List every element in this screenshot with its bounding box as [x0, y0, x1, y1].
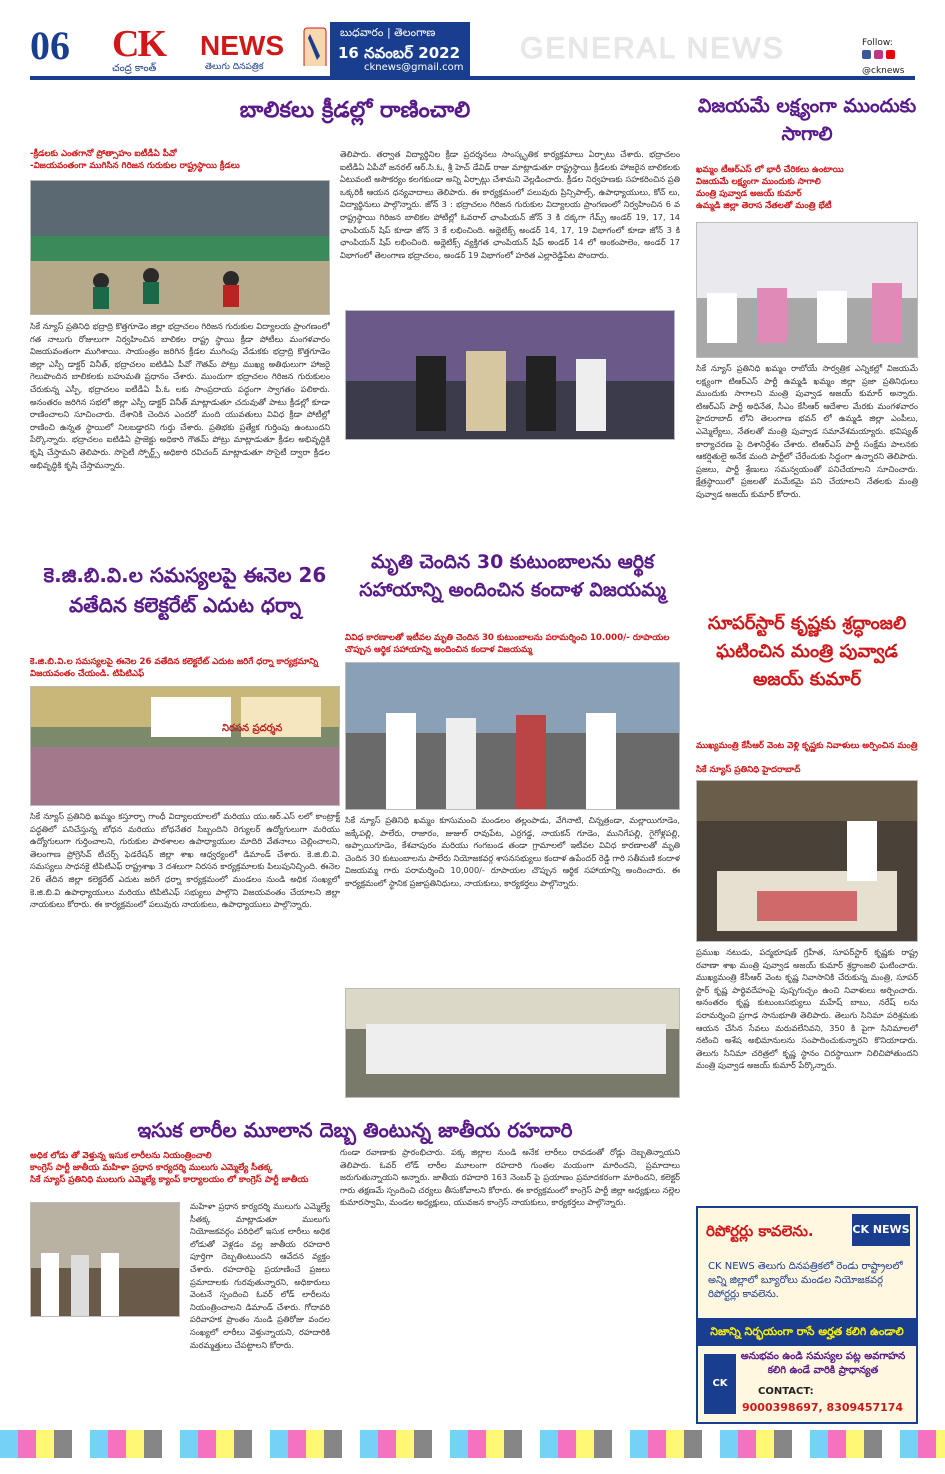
ad-line1: CK NEWS తెలుగు దినపత్రికలో రెండు రాష్ట్రాలలో అన్ని జిల్లాలో బ్యూరోలు మండల నియోజకవర్గ రిపోర్టర్లు కావలెను. [708, 1261, 903, 1300]
youtube-icon[interactable] [886, 50, 895, 59]
story6-body: ప్రముఖ నటుడు, పద్మభూషణ్ గ్రహీత, సూపర్‌స్టార్ కృష్ణకు రాష్ట్ర రవాణా శాఖ మంత్రి పువ్వాడ అజయ్ కుమార్ శ్రద్ధాంజలి ఘటించారు. ముఖ్యమంత్రి కేసీఆర్ వెంట కృష్ణ నివాసానికి చేరుకున్న మంత్రి, సూపర్ స్టార్ కృష్ణ పార్థివదేహంపై పుష్పగుచ్ఛం ఉంచి నివాళులు అర్పించారు. అనంతరం కృష్ణ కుటుంబసభ్యులు మహేష్ బాబు, నరేష్ లను పరామర్శించి ప్రగాఢ సానుభూతి తెలిపారు. తెలుగు సినిమా పరిశ్రమకు ఆయన చేసిన సేవలు మరువలేనివని, 350 కి పైగా సినిమాలలో నటించి అశేష అభిమానులను సంపాదించుకున్నారని కొనియాడారు. తెలుగు సినిమా చరిత్రలో కృష్ణ స్థానం చిరస్థాయిగా నిలిచిపోతుందని మంత్రి పువ్వాడ అజయ్ కుమార్ పేర్కొన్నారు. [696, 947, 918, 1071]
logo-news: NEWS [200, 30, 284, 61]
story5-photo [696, 222, 918, 358]
story6-byline: సికే న్యూస్ ప్రతినిధి హైదరాబాద్ [696, 765, 801, 775]
ad-logo: CK NEWS [852, 1214, 910, 1246]
story4-body-right: గుండా రవాణాకు ప్రారంభిచారు. పక్క జిల్లాల నుండి అనేక లారీలు రావడంతో రోడ్లు దెబ్బతిన్నాయని తెలిపారు. ఓవర్ లోడ్ లారీల మూలంగా రహదారి గుంతల మయంగా మారిందని, ప్రమాదాలు జరుగుతున్నాయని అన్నారు. జాతీయ రహదారి 163 నెంబర్ పై ప్రయాణం ప్రమాదకరంగా మారిందని, కలెక్టర్ గారు తక్షణమే స్పందించి చర్యలు తీసుకోవాలని కోరారు. ఈ కార్యక్రమంలో కాంగ్రెస్ పార్టీ జిల్లా అధ్యక్షులు నల్లెల కుమారస్వామి, మండల అధ్యక్షులు, యువజన కాంగ్రెస్ నాయకులు, కార్యకర్తలు పాల్గొన్నారు. [340, 1147, 680, 1208]
story4-headline: ఇసుక లారీల మూలాన దెబ్బ తింటున్న జాతీయ రహదారి [137, 1118, 573, 1142]
page-number: 06 [30, 23, 70, 68]
logo-subtitle: చంద్ర కాంత్ [112, 63, 157, 74]
follow-block [862, 36, 904, 78]
social-icons[interactable] [862, 50, 904, 64]
story4-sub: అధిక లోడు తో వెళ్తున్న ఇసుక లారీలను నియంత్రించాలి కాంగ్రెస్ పార్టీ జాతీయ మహిళా ప్రధాన కార్యదర్శి ములుగు ఎమ్మెల్యే సీతక్క సికే న్యూస్ ప్రతినిధి ములుగు ఎమ్మెల్యే క్యాంప్ కార్యాలయం లో కాంగ్రెస్ పార్టీ జాతీయ [30, 1151, 309, 1185]
ad-banner: నిజాన్ని నిర్భయంగా రాసే అర్హత కలిగి ఉండాలి [698, 1318, 916, 1346]
masthead [0, 0, 945, 82]
story5-sub: ఖమ్మం టీఆర్ఎస్ లో భారీ చేరికలు ఉంటాయి విజయమే లక్ష్యంగా ముందుకు సాగాలి మంత్రి పువ్వాడ అజయ్ కుమార్ ఉమ్మడి జిల్లా తెరాస నేతలతో మంత్రి భేటీ [696, 165, 844, 211]
ad-phones[interactable]: 9000398697, 8309457174 [742, 1401, 904, 1414]
color-registration-strip [0, 1430, 945, 1458]
email[interactable]: cknews@gmail.com [364, 62, 464, 73]
story5-headline: విజయమే లక్ష్యంగా ముందుకు సాగాలి [697, 95, 917, 145]
story3-body: సికే న్యూస్ ప్రతినిధి ఖమ్మం కూసుమంచి మండలం తల్లంపాడు, వేగినాటి, చిన్నత్రండా, మల్లాయిగూడెం, జక్కేపల్లి, పాలేరు, రాజారం, జుజుల్ రావుపేట, ఎర్రగడ్డ, నాయకన్ గూడెం, మునిగేపల్లి, గైగోళ్లపల్లి, అప్పాయిగూడెం, కేశవాపురం మరియు గంగబండ తండా గ్రామాలలో ఇటీవల వివిధ కారణాలతో మృతి చెందిన 30 కుటుంబాలను పాలేరు నియోజకవర్గ శాసనసభ్యులు కందాళ ఉపేందర్ రెడ్డి గారి సతీమణి కందాళ విజయమ్మ గారు పరామర్శించి 10,000/- రూపాయల చొప్పున ఆర్థిక సహాయాన్ని అందించారు. ఈ కార్యక్రమంలో స్థానిక ప్రజాప్రతినిధులు, నాయకులు, కార్యకర్తలు పాల్గొన్నారు. [345, 815, 680, 888]
story1-body-right: తెలిపారు. తర్వాత విద్యార్థినిల క్రీడా ప్రదర్శనలు సాంస్కృతిక కార్యక్రమాలు ఏర్పాటు చేశారు. భద్రాచలం ఐటీడీఏ ఏపీవో జనరల్ ఆర్.సి.ఓ, శ్రీ హెచ్ డేవిడ్ రాజు మాట్లాడుతూ రాష్ట్రస్థాయి క్రీడలకు హాజరైన బాలికలకు ఏటువంటి అసౌకర్యం కలగకుండా అన్ని ఏర్పాట్లు చేశామని వెల్లడించారు. క్రీడల నిర్వహణకు సహకరించిన ప్రతి ఒక్కరికీ ఆయన ధన్యవాదాలు తెలిపారు. ఈ కార్యక్రమంలో పలువురు ప్రిన్సిపాల్స్, ఉపాధ్యాయులు, కోచ్ లు, విద్యార్థినులు పాల్గొన్నారు. జోన్ 3 : భద్రాచలం గిరిజన గురుకుల విద్యాలయ ప్రాంగణంలో నిర్వహించిన 6 వ రాష్ట్రస్థాయి గిరిజన బాలికల పోటీల్లో ఓవరాల్ ఛాంపియన్ జోన్ 3 కి దక్కగా గేమ్స్ అండర్ 19, 17, 14 ఛాంపియన్ షిప్ కూడా జోన్ 3 కే లభించింది. అథ్లెటిక్స్ అండర్ 14, 17, 19 విభాగంలో కూడా జోన్ 3 కి ఛాంపియన్ షిప్ లభించింది. అథ్లెటిక్స్ వ్యక్తిగత ఛాంపియన్ షిప్ అండర్ 14 లో అంకంపాలెం, అండర్ 17 విభాగంలో తెలంగాణ భద్రాచలం, అండర్ 19 విభాగంలో హరిత ఎల్లారెడ్డిపేట పొందారు. [340, 149, 680, 260]
story1-photo-kabaddi [30, 180, 330, 315]
story5-body: సికే న్యూస్ ప్రతినిధి ఖమ్మం రాబోయే సార్వత్రిక ఎన్నికల్లో విజయమే లక్ష్యంగా టిఆర్ఎస్ పార్టీ ఉమ్మడి ఖమ్మం జిల్లా ప్రజా ప్రతినిధులు ముందుకు సాగాలని మంత్రి పువ్వాడ అజయ్ కుమార్ అన్నారు. టిఆర్ఎస్ పార్టీ అధినేత, సీఎం కేసీఆర్ ఆదేశాల మేరకు మంగళవారం హైదరాబాద్ లోని తెలంగాణ భవన్ లో ఉమ్మడి జిల్లా ఎంపీలు, ఎమ్మెల్యేలు, నేతలతో మంత్రి పువ్వాడ సమావేశమయ్యారు. భవిష్యత్ కార్యాచరణ పై దిశానిర్దేశం చేశారు. టిఆర్ఎస్ పార్టీ సంక్షేమ పాలనకు ఆకర్షితులై అనేక మంది పార్టీలో చేరేందుకు సిద్ధంగా ఉన్నారని తెలిపారు. ప్రజలు, పార్టీ శ్రేణులు సమన్వయంతో పనిచేయాలని సూచించారు. క్షేత్రస్థాయిలో ప్రజలతో మమేకమై పని చేయాలని నేతలకు మంత్రి పువ్వాడ అజయ్ కుమార్ కోరారు. [696, 363, 918, 499]
story4-photo [30, 1202, 180, 1317]
story2-headline: కె.జి.బి.వి.ల సమస్యలపై ఈనెల 26 వతేదిన కలెక్టరేట్ ఎదుట ధర్నా [43, 563, 327, 617]
issue-date: 16 నవంబర్ 2022 [338, 44, 461, 62]
story1-headline: బాలికలు క్రీడల్లో రాణించాలి [239, 98, 471, 123]
story3-photo-2 [345, 988, 680, 1098]
ad-logo-small: CK [704, 1354, 736, 1414]
social-handle[interactable]: @cknews [862, 66, 905, 76]
story2-sub: కె.జి.బి.వి.ల సమస్యలపై ఈనెల 26 వతేదిన కలెక్టరేట్ ఎదుట జరిగే ధర్నా కార్యక్రమాన్ని విజయవంతం చేయండి. టిపిటిఎఫ్ [30, 657, 319, 679]
story6-headline: సూపర్‌స్టార్ కృష్ణకు శ్రద్ధాంజలి ఘటించిన మంత్రి పువ్వాడ అజయ్ కుమార్ [707, 613, 907, 690]
story3-photo-1 [345, 662, 680, 810]
story1-sub: -క్రీడలకు ఎంతగానో ప్రోత్సాహం ఐటీడీఏ పీవో -విజయవంతంగా ముగిసిన గిరిజన గురుకుల రాష్ట్రస్థాయి క్రీడలు [30, 149, 240, 171]
story2-body: సికే న్యూస్ ప్రతినిధి ఖమ్మం కస్తూర్బా గాంధీ విద్యాలయాలలో మరియు యు.ఆర్.ఎస్ లలో కాంట్రాక్ట్ పద్ధతిలో పనిచేస్తున్న బోధన మరియు బోధనేతర సిబ్బందిని రెగ్యులర్ ఉద్యోగులుగా మరియు ఉద్యోగులుగా గుర్తించాలని, గురుకుల పాఠశాలల ఉపాధ్యాయుల మాదిరి వేతనాలు చెల్లించాలని, తెలంగాణ ప్రోగ్రెసివ్ టీచర్స్ ఫెడరేషన్ జిల్లా శాఖ ఆధ్వర్యంలో డిమాండ్ చేశారు. కె.జి.బి.వి. సమస్యలు సాధనకై టిపిటిఎఫ్ రాష్ట్రశాఖ 3 దశలుగా నిరసన కార్యక్రమాలకు పిలుపునిచ్చింది. ఈనెల 26 తేదిన జిల్లా కలెక్టరేట్ ఎదుట జరిగే ధర్నా కార్యక్రమంలో మండలం నుండి అధిక సంఖ్యలో కె.జి.బి.వి ఉపాధ్యాయులు మరియు టిపిటిఎఫ్ సభ్యులు పాల్గొని విజయవంతం చేయాలని జిల్లా నాయకులు కోరారు. ఈ కార్యక్రమంలో పలువురు నాయకులు, ఉపాధ్యాయులు పాల్గొన్నారు. [30, 811, 340, 910]
story1-photo-prize [345, 310, 675, 440]
story1-body-continued [345, 446, 675, 546]
section-title: GENERAL NEWS [520, 32, 785, 65]
story1-body-left: సికే న్యూస్ ప్రతినిధి భద్రాద్రి కొత్తగూడెం జిల్లా భద్రాచలం గిరిజన గురుకుల విద్యాలయ ప్రాంగణంలో గత నాలుగు రోజులుగా నిర్వహించిన బాలికల రాష్ట్ర స్థాయి క్రీడా పోటీలు మంగళవారం విజయవంతంగా ముగిశాయి. సాయంత్రం జరిగిన క్రీడల ముగింపు వేడుకకు భద్రాద్రి కొత్తగూడెం జిల్లా ఎస్పీ డాక్టర్ వినీత్, భద్రాచలం ఐటిడిఏ పీవో గౌతమ్ పోట్రు ముఖ్య అతిథులుగా హాజరై గెలుపొందిన బాలికలకు బహుమతి ప్రధానం చేశారు. ముందుగా భద్రాచలం గిరిజన గురుకులం చేరుకున్న ఎస్పీ, భద్రాచలం ఐటీడీఏ పీ.ఓ లకు సాంప్రదాయ పద్ధంగా స్వాగతం పలికారు. అనంతరం జరిగిన సభలో జిల్లా ఎస్పీ డాక్టర్ వినీత్ మాట్లాడుతూ చదువుతో పాటు క్రీడల్లో కూడా రాణించాలని సూచించారు. దేశానికి చెందిన ఎందరో మంది యువతులు వివిధ క్రీడా పోటీల్లో రాణించి ఉన్నత స్థాయిలో నిలబడ్డారని గుర్తు చేశారు. ప్రతిభకు ప్రత్యేక గుర్తింపు ఉంటుందని పేర్కొన్నారు. భద్రాచలం ఐటిడిఏ ప్రాజెక్టు అధికారి గౌతమ్ పోట్రు మాట్లాడుతూ క్రీడల అభివృద్ధికి కృషి చేస్తామని తెలిపారు. సొసైటీ స్పోర్ట్స్ అధికారి రవిచంద్ మాట్లాడుతూ సొసైటీ ద్వారా క్రీడల అభివృద్ధికి కృషి చేస్తామన్నారు. [30, 321, 330, 470]
facebook-icon[interactable] [862, 50, 871, 59]
day-state: బుధవారం | తెలంగాణ [340, 26, 436, 39]
tagline: తెలుగు దినపత్రిక [205, 62, 264, 72]
story3-headline: మృతి చెందిన 30 కుటుంబాలను ఆర్థిక సహాయాన్ని అందించిన కందాళ విజయమ్మ [359, 551, 666, 601]
ad-contact-label: CONTACT: [758, 1386, 814, 1397]
story3-sub: వివిధ కారణాలతో ఇటీవల మృతి చెందిన 30 కుటుంబాలను పరామర్శించి 10.000/- రూపాయల చొప్పున ఆర్థిక సహాయాన్ని అందించిన కందాళ విజయమ్మ [345, 633, 670, 655]
follow-label: Follow: [862, 38, 893, 48]
reporters-wanted-ad [696, 1206, 918, 1424]
story6-photo [696, 780, 918, 942]
story2-banner: నిరసన ప్రదర్శన [222, 723, 283, 734]
masthead-rule [30, 76, 915, 80]
instagram-icon[interactable] [874, 50, 883, 59]
logo-ck: CK [112, 23, 165, 65]
story2-photo [30, 686, 340, 806]
ad-title: రిపోర్టర్లు కావలెను. [706, 1222, 814, 1240]
ad-line2: అనుభవం ఉండి సమస్యల పట్ల అవగాహన కలిగి ఉండే వారికి ప్రాధాన్యత [740, 1351, 906, 1376]
story6-sub: ముఖ్యమంత్రి కేసీఆర్ వెంట వెళ్లి కృష్ణకు నివాళులు అర్పించిన మంత్రి [696, 741, 918, 751]
story4-body-left: మహిళా ప్రధాన కార్యదర్శి ములుగు ఎమ్మెల్యే సీతక్క మాట్లాడుతూ ములుగు నియోజకవర్గం పరిధిలో ఇసుక లారీలు అధిక లోడుతో వెళ్లడం వల్ల జాతీయ రహదారి పూర్తిగా దెబ్బతింటుందని ఆవేదన వ్యక్తం చేశారు. రహదారిపై ప్రయాణించే ప్రజలు ప్రమాదాలకు గురవుతున్నారని, అధికారులు వెంటనే స్పందించి ఓవర్ లోడ్ లారీలను నియంత్రించాలని డిమాండ్ చేశారు. గోదావరి పరివాహక ప్రాంతం నుండి ప్రతిరోజు వందల సంఖ్యలో లారీలు వెళ్తున్నాయని, రహదారికి మరమ్మత్తులు చేపట్టాలని కోరారు. [190, 1201, 330, 1350]
date-box [330, 22, 470, 76]
